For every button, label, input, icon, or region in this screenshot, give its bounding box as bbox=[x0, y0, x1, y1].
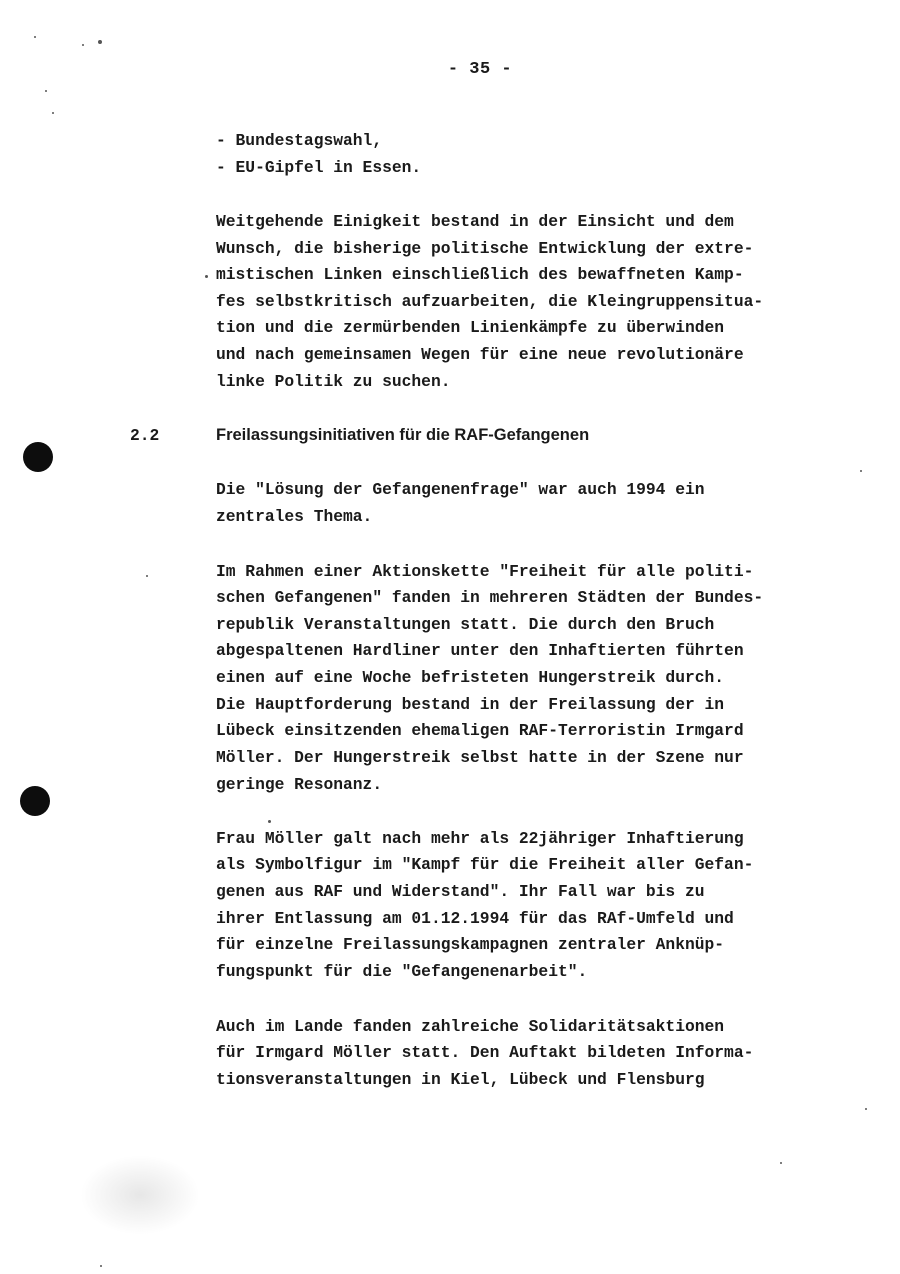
paragraph-line: fes selbstkritisch aufzuarbeiten, die Kleingruppensitua- bbox=[216, 292, 764, 311]
page-number: - 35 - bbox=[447, 60, 513, 79]
paragraph-line: Lübeck einsitzenden ehemaligen RAF-Terroristin Irmgard bbox=[216, 721, 744, 740]
paragraph-line: republik Veranstaltungen statt. Die durch den Bruch bbox=[216, 615, 715, 634]
scan-speck bbox=[860, 470, 862, 472]
section-title: Freilassungsinitiativen für die RAF-Gefangenen bbox=[216, 426, 590, 444]
paragraph-line: tion und die zermürbenden Linienkämpfe zu überwinden bbox=[216, 318, 725, 337]
scan-speck bbox=[205, 275, 208, 278]
scan-speck bbox=[82, 44, 84, 46]
scan-speck bbox=[34, 36, 36, 38]
paragraph-line: für einzelne Freilassungskampagnen zentraler Anknüp- bbox=[216, 935, 725, 954]
paragraph-line: zentrales Thema. bbox=[216, 507, 373, 526]
list-item: - Bundestagswahl, bbox=[216, 131, 383, 150]
paragraph-line: geringe Resonanz. bbox=[216, 775, 383, 794]
paragraph-line: einen auf eine Woche befristeten Hungerstreik durch. bbox=[216, 668, 725, 687]
punch-hole bbox=[23, 442, 53, 472]
paragraph-line: schen Gefangenen" fanden in mehreren Städten der Bundes- bbox=[216, 588, 764, 607]
paragraph-line: abgespaltenen Hardliner unter den Inhaftierten führten bbox=[216, 641, 744, 660]
paragraph-line: fungspunkt für die "Gefangenenarbeit". bbox=[216, 962, 588, 981]
paragraph-line: Im Rahmen einer Aktionskette "Freiheit für alle politi- bbox=[216, 562, 754, 581]
paragraph-line: Frau Möller galt nach mehr als 22jähriger Inhaftierung bbox=[216, 829, 744, 848]
paragraph-line: Die Hauptforderung bestand in der Freilassung der in bbox=[216, 695, 725, 714]
paragraph-line: für Irmgard Möller statt. Den Auftakt bildeten Informa- bbox=[216, 1043, 754, 1062]
paragraph-line: als Symbolfigur im "Kampf für die Freiheit aller Gefan- bbox=[216, 855, 754, 874]
scan-speck bbox=[865, 1108, 867, 1110]
paragraph-line: und nach gemeinsamen Wegen für eine neue revolutionäre bbox=[216, 345, 744, 364]
punch-hole bbox=[20, 786, 50, 816]
scan-speck bbox=[100, 1265, 102, 1267]
section-number: 2.2 bbox=[130, 426, 160, 445]
scan-speck bbox=[52, 112, 54, 114]
scan-speck bbox=[45, 90, 47, 92]
scan-smudge bbox=[80, 1155, 200, 1235]
scan-speck bbox=[98, 40, 102, 44]
paragraph-line: Die "Lösung der Gefangenenfrage" war auch 1994 ein bbox=[216, 480, 705, 499]
paragraph-line: Auch im Lande fanden zahlreiche Solidaritätsaktionen bbox=[216, 1017, 725, 1036]
scan-speck bbox=[780, 1162, 782, 1164]
paragraph-line: genen aus RAF und Widerstand". Ihr Fall war bis zu bbox=[216, 882, 705, 901]
paragraph-line: mistischen Linken einschließlich des bewaffneten Kamp- bbox=[216, 265, 744, 284]
list-item: - EU-Gipfel in Essen. bbox=[216, 158, 422, 177]
paragraph-line: tionsveranstaltungen in Kiel, Lübeck und Flensburg bbox=[216, 1070, 705, 1089]
paragraph-line: Weitgehende Einigkeit bestand in der Einsicht und dem bbox=[216, 212, 734, 231]
paragraph-line: ihrer Entlassung am 01.12.1994 für das RAf-Umfeld und bbox=[216, 909, 734, 928]
paragraph-line: Möller. Der Hungerstreik selbst hatte in der Szene nur bbox=[216, 748, 744, 767]
paragraph-line: linke Politik zu suchen. bbox=[216, 372, 451, 391]
scan-speck bbox=[146, 575, 148, 577]
paragraph-line: Wunsch, die bisherige politische Entwicklung der extre- bbox=[216, 239, 754, 258]
scan-speck bbox=[268, 820, 271, 823]
